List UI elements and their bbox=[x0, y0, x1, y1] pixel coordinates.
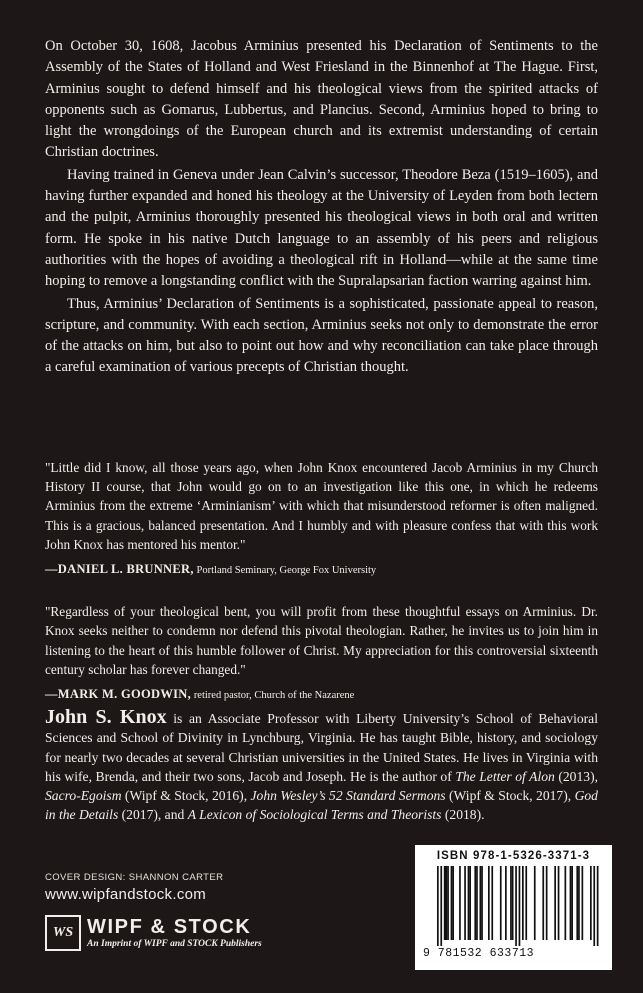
book-description bbox=[45, 36, 598, 380]
barcode-bar bbox=[491, 866, 493, 940]
publisher-website: www.wipfandstock.com bbox=[45, 886, 207, 903]
barcode-bar bbox=[515, 866, 517, 946]
barcode-bar bbox=[488, 866, 490, 940]
barcode-bar bbox=[519, 866, 521, 946]
endorsements bbox=[45, 458, 598, 727]
barcode-bar bbox=[534, 866, 536, 940]
barcode-bar bbox=[505, 866, 507, 940]
isbn-barcode bbox=[415, 845, 612, 970]
publisher-text bbox=[87, 917, 262, 949]
barcode-bar bbox=[447, 866, 449, 940]
barcode-bar bbox=[558, 866, 560, 940]
isbn-label: ISBN 978-1-5326-3371-3 bbox=[436, 850, 591, 862]
publisher-name: WIPF & STOCK bbox=[87, 916, 252, 938]
barcode-bar bbox=[452, 866, 454, 940]
barcode-bar bbox=[469, 866, 471, 940]
barcode-bar bbox=[476, 866, 478, 940]
barcode-bar bbox=[522, 866, 524, 940]
barcode-bar bbox=[464, 866, 466, 940]
barcode-bar bbox=[590, 866, 592, 940]
barcode-bar bbox=[542, 866, 544, 940]
barcode-bar bbox=[565, 866, 567, 940]
book-title: God in the Details bbox=[45, 788, 598, 823]
barcode-bar bbox=[481, 866, 483, 940]
barcode-bar bbox=[597, 866, 599, 946]
endorser-affiliation: retired pastor, Church of the Nazarene bbox=[193, 690, 355, 702]
author-name: John S. Knox bbox=[45, 706, 167, 728]
bio-text: (Wipf & Stock, 2017), bbox=[445, 788, 575, 804]
barcode-bar bbox=[525, 866, 527, 940]
bio-text: (2018). bbox=[441, 807, 485, 823]
barcode-bar bbox=[474, 866, 476, 940]
barcode-bar bbox=[459, 866, 461, 940]
barcode-bar bbox=[570, 866, 572, 940]
barcode-bar bbox=[446, 866, 448, 940]
description-paragraph-2: Having trained in Geneva under Jean Calvin’s successor, Theodore Beza (1519–1605), and having further expanded and honed his theology at the University of Leyden from both lectern and the pulpit, Arminius thoroughly presented his theological views in both oral and written form. He spoke in his native Dutch language to an assembly of his peers and religious authorities with the hopes of avoiding a theological rift in Holland—while at the same time hoping to remove a longstanding conflict with the Supralapsarian faction warring against him. bbox=[45, 166, 598, 290]
barcode-bar bbox=[437, 866, 439, 946]
endorsement-attribution-1 bbox=[45, 560, 598, 580]
book-title: John Wesley’s 52 Standard Sermons bbox=[250, 788, 446, 804]
credits bbox=[45, 872, 262, 951]
book-title: The Letter of Alon bbox=[455, 768, 555, 784]
publisher-logo bbox=[45, 915, 262, 951]
barcode-bar bbox=[593, 866, 595, 946]
barcode-icon bbox=[423, 866, 604, 948]
barcode-bar bbox=[512, 866, 514, 940]
barcode-bars bbox=[423, 866, 604, 948]
barcode-bar bbox=[571, 866, 573, 940]
barcode-bar bbox=[500, 866, 502, 940]
endorser-name: —MARK M. GOODWIN, bbox=[45, 687, 192, 702]
endorser-affiliation: Portland Seminary, George Fox University bbox=[196, 565, 377, 577]
barcode-bar bbox=[510, 866, 512, 940]
barcode-bar bbox=[444, 866, 446, 940]
barcode-bar bbox=[582, 866, 584, 940]
barcode-bar bbox=[578, 866, 580, 940]
wipf-stock-logo-icon: WS bbox=[45, 915, 81, 951]
barcode-bar bbox=[480, 866, 482, 940]
bio-text: is an Associate Professor with Liberty University’s School of Behavioral Sciences and School of Divinity in Lynchburg, Virginia. He has taught Bible, history, and sociology for nearly two decades at several Christian universities in the United States. He lives in Virginia with his wife, Brenda, and their two sons, Jacob and Joseph. He is the author of bbox=[45, 711, 598, 784]
barcode-bar bbox=[451, 866, 453, 940]
cover-design-credit: COVER DESIGN: SHANNON CARTER bbox=[45, 872, 224, 883]
endorsement-quote-2: "Regardless of your theological bent, you will profit from these thoughtful essays on Arminius. Dr. Knox seeks neither to condemn nor defend this pivotal theologian. Rather, he invites us to join him in listening to the heart of this humble follower of Christ. My appreciation for this controversial sixteenth century scholar has forever changed." bbox=[45, 604, 598, 677]
bio-text: (2017), and bbox=[118, 807, 188, 823]
description-paragraph-1: On October 30, 1608, Jacobus Arminius presented his Declaration of Sentiments to the Assembly of the States of Holland and West Friesland in the Binnenhof at The Hague. First, Arminius sought to defend himself and his theological views from the spirited attacks of opponents such as Gomarus, Lubbertus, and Plancius. Second, Arminius hoped to bring to light the wrongdoings of the European church and its extremist understanding of certain Christian doctrines. bbox=[45, 38, 598, 161]
endorser-name: —DANIEL L. BRUNNER, bbox=[45, 562, 194, 577]
barcode-bar bbox=[576, 866, 578, 940]
isbn-digits: 9 781532 633713 bbox=[423, 947, 535, 960]
description-paragraph-3: Thus, Arminius’ Declaration of Sentiments is a sophisticated, passionate appeal to reason, scripture, and community. With each section, Arminius seeks not only to demonstrate the error of the attacks on him, but also to point out how and why reconciliation can take place through a careful examination of various precepts of Christian thought. bbox=[45, 295, 598, 376]
barcode-bar bbox=[468, 866, 470, 940]
endorsement-quote-1: "Little did I know, all those years ago, when John Knox encountered Jacob Arminius in my Church History II course, that John would go on to an investigation like this one, in which he redeems Arminius from the extreme ‘Arminianism’ with which that misunderstood reformer is often maligned. This is a gracious, balanced presentation. And I humbly and with pleasure confess that with this work John Knox has mentored his mentor." bbox=[45, 460, 598, 552]
barcode-bar bbox=[554, 866, 556, 940]
bio-text: (2013), bbox=[554, 768, 598, 784]
barcode-bar bbox=[440, 866, 442, 946]
book-title: Sacro-Egoism bbox=[45, 788, 122, 804]
barcode-bar bbox=[546, 866, 548, 940]
author-bio bbox=[45, 708, 598, 825]
book-title: A Lexicon of Sociological Terms and Theorists bbox=[187, 807, 442, 823]
publisher-subtitle: An Imprint of WIPF and STOCK Publishers bbox=[87, 939, 262, 949]
endorsement-attribution-2 bbox=[45, 685, 598, 705]
bio-text: (Wipf & Stock, 2016), bbox=[121, 788, 251, 804]
